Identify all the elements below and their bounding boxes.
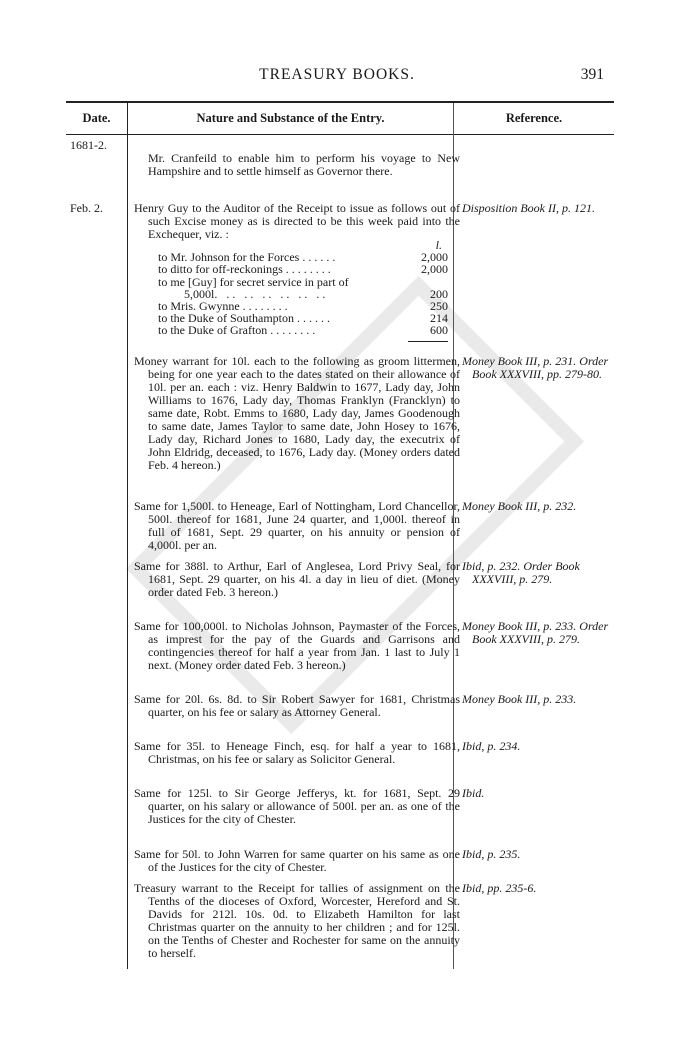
entry-reference: Money Book III, p. 233. Order Book XXXVIII, p. 279.: [462, 619, 609, 646]
page-header: [0, 66, 674, 90]
schedule-row: [158, 324, 448, 336]
entry-text: Same for 388l. to Arthur, Earl of Anglesea, Lord Privy Seal, for 1681, Sept. 29 quarter, on his 4l. a day in lieu of diet. (Money order dated Feb. 3 hereon.): [134, 559, 460, 599]
entry-reference: Ibid, pp. 235-6.: [462, 881, 537, 895]
entry-text: Same for 20l. 6s. 8d. to Sir Robert Sawyer for 1681, Christmas quarter, on his fee or salary as Attorney General.: [134, 692, 460, 719]
table-top-rule: [66, 101, 614, 103]
schedule-label: to the Duke of Grafton . . . . . . . .: [158, 323, 316, 338]
schedule-label: 5,000l. . . . . . . . . . . . .: [172, 286, 326, 301]
unit-label: l.: [435, 238, 442, 252]
schedule-amount: 214: [430, 311, 448, 326]
schedule-amount: 2,000: [421, 262, 448, 277]
schedule-amount: 250: [430, 299, 448, 314]
schedule-total-rule: [408, 341, 448, 342]
entry-text: Same for 35l. to Heneage Finch, esq. for half a year to 1681, Christmas, on his fee or salary as Solicitor General.: [134, 739, 460, 766]
schedule-row: [158, 276, 448, 288]
schedule-amount: 2,000: [421, 250, 448, 265]
entry-reference: Money Book III, p. 231. Order Book XXXVIII, pp. 279-80.: [462, 354, 609, 381]
entry-text: Same for 50l. to John Warren for same quarter on his same as one of the Justices for the city of Chester.: [134, 847, 460, 874]
entry-reference: Ibid, p. 234.: [462, 739, 521, 753]
entry-text: Same for 100,000l. to Nicholas Johnson, Paymaster of the Forces, as imprest for the pay of the Guards and Garrisons and contingencies thereof for half a year from Jan. 1 last to July 1 next. (Money order dated Feb. 3 hereon.): [134, 619, 460, 672]
schedule-amount: 200: [430, 286, 448, 301]
schedule-amount: [404, 276, 448, 288]
payment-schedule: [158, 239, 448, 337]
entry-reference: Ibid, p. 232. Order Book XXXVIII, p. 279.: [462, 559, 580, 586]
entry-reference: Money Book III, p. 232.: [462, 499, 577, 513]
schedule-row: [158, 263, 448, 275]
schedule-label: to the Duke of Southampton . . . . . .: [158, 311, 330, 326]
schedule-label: to Mr. Johnson for the Forces . . . . . .: [158, 250, 336, 265]
entry-reference: Money Book III, p. 233.: [462, 692, 577, 706]
entry-text: Treasury warrant to the Receipt for tallies of assignment on the Tenths of the dioceses of Oxford, Worcester, Hereford and St. Davids for 212l. 10s. 0d. to Elizabeth Hamilton for last Christmas quarter on the annuity to her children ; and for 125l. on the Tenths of Chester and Rochester for same on the annuity to herself.: [134, 881, 460, 960]
column-divider-left: [127, 103, 128, 969]
entry-text: Money warrant for 10l. each to the following as groom littermen, being for one year each to the dates stated on their allowance of 10l. per an. each : viz. Henry Baldwin to 1677, Lady day, John Williams to 1676, Lady day, Thomas Franklyn (Francklyn) to same date, Robt. Emms to 1680, Lady day, James Goodenough to same date, James Taylor to same date, John Hosey to 1676, Lady day, Richard Jones to 1680, Lady day, the executrix of John Eldridg, deceased, to 1676, Lady day. (Money orders dated Feb. 4 hereon.): [134, 354, 460, 472]
entry-text: Mr. Cranfeild to enable him to perform his voyage to New Hampshire and to settle himself as Governor there.: [148, 151, 460, 178]
entry-text: Same for 1,500l. to Heneage, Earl of Nottingham, Lord Chancellor, 500l. thereof for 1681, June 24 quarter, and 1,000l. thereof in full of 1681, Sept. 29 quarter, on his annuity or pension of 4,000l. per an.: [134, 499, 460, 552]
entry-date: 1681-2.: [70, 138, 107, 152]
entry-reference: Ibid.: [462, 786, 485, 800]
page-number: 391: [580, 66, 604, 83]
entry-date: Feb. 2.: [70, 201, 103, 215]
entry-reference: Disposition Book II, p. 121.: [462, 201, 595, 215]
entry-text: Same for 125l. to Sir George Jefferys, kt. for 1681, Sept. 29 quarter, on his salary or allowance of 500l. per an. as one of the Justices for the city of Chester.: [134, 786, 460, 826]
column-header-reference: Reference.: [505, 111, 563, 125]
schedule-label: to me [Guy] for secret service in part of: [158, 274, 349, 289]
schedule-label: to ditto for off-reckonings . . . . . . . .: [158, 262, 331, 277]
column-header-date: Date.: [82, 111, 111, 125]
schedule-amount: 600: [430, 323, 448, 338]
entry-text: Henry Guy to the Auditor of the Receipt to issue as follows out of such Excise money as is directed to be this week paid into the Exchequer, viz. :: [134, 201, 460, 241]
schedule-label: to Mris. Gwynne . . . . . . . .: [158, 299, 288, 314]
table-header-rule: [66, 134, 614, 135]
running-title: TREASURY BOOKS.: [259, 66, 415, 83]
entry-reference: Ibid, p. 235.: [462, 847, 521, 861]
column-header-nature: Nature and Substance of the Entry.: [196, 111, 385, 125]
